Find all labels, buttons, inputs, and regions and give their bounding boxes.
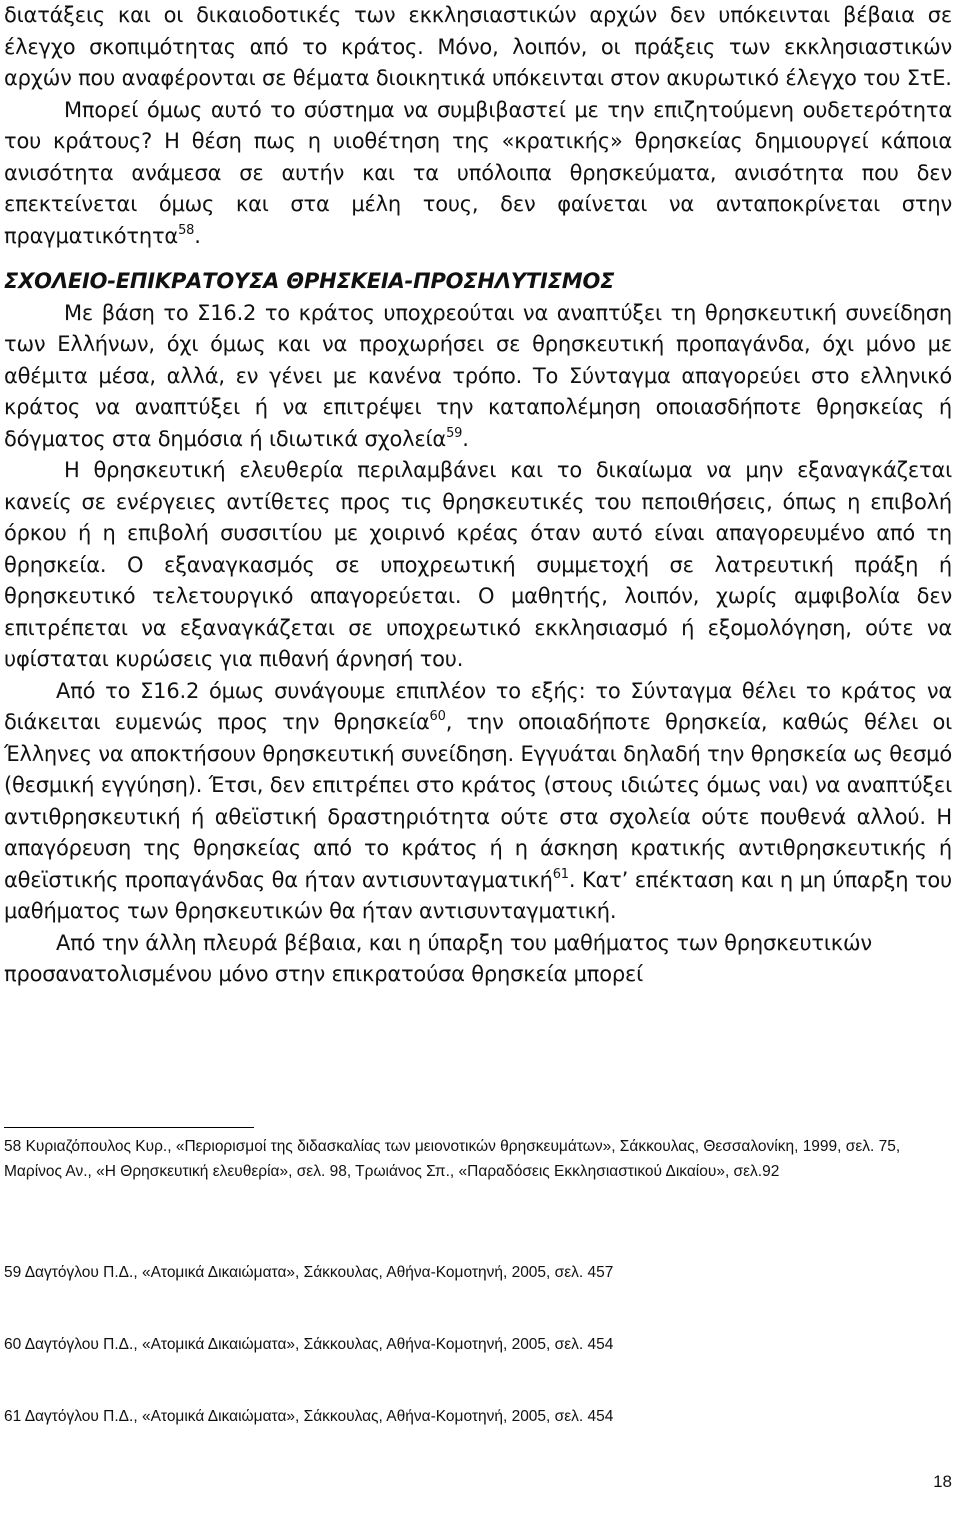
paragraph-2-tail: .	[194, 223, 201, 248]
body-text	[4, 0, 952, 991]
paragraph-4-text: Η θρησκευτική ελευθερία περιλαμβάνει και το δικαίωμα να μην εξαναγκάζεται κανείς σε ενέργειες αντίθετες προς τις θρησκευτικές του πεποιθήσεις, όπως η επιβολή όρκου ή η επιβολή συσσιτίου με χοιρινό κρέας όταν αυτό είναι απαγορευμένο από τη θρησκεία. Ο εξαναγκασμός σε υποχρεωτική συμμετοχή σε λατρευτική πράξη ή θρησκευτικό τελετουργικό απαγορεύεται. Ο μαθητής, λοιπόν, χωρίς αμφιβολία δεν επιτρέπεται να εξαναγκάζεται σε υποχρεωτικό εκκλησιασμό ή εξομολόγηση, ούτε να υφίσταται κυρώσεις για πιθανή άρνησή του.	[4, 458, 952, 671]
footnote-separator	[4, 1127, 254, 1128]
footnote-59	[4, 1260, 949, 1285]
paragraph-6	[4, 928, 952, 991]
footnote-text: Δαγτόγλου Π.Δ., «Ατομικά Δικαιώματα», Σάκκουλας, Αθήνα-Κομοτηνή, 2005, σελ. 454	[24, 1336, 614, 1353]
footnote-number: 61	[4, 1408, 22, 1425]
section-heading: ΣΧΟΛΕΙΟ-ΕΠΙΚΡΑΤΟΥΣΑ ΘΡΗΣΚΕΙΑ-ΠΡΟΣΗΛΥΤΙΣΜΟΣ	[4, 269, 615, 293]
paragraph-3	[4, 298, 952, 456]
footnote-ref-59[interactable]: 59	[446, 425, 463, 441]
footnote-text: Δαγτόγλου Π.Δ., «Ατομικά Δικαιώματα», Σάκκουλας, Αθήνα-Κομοτηνή, 2005, σελ. 457	[24, 1264, 614, 1281]
paragraph-5-text-b: , την οποιαδήποτε θρησκεία, καθώς θέλει οι Έλληνες να αποκτήσουν θρησκευτική συνείδηση. Εγγυάται δηλαδή την θρησκεία ως θεσμό (θεσμική εγγύηση). Έτσι, δεν επιτρέπει στο κράτος (στους ιδιώτες όμως ναι) να αναπτύξει αντιθρησκευτική ή αθεϊστική δραστηριότητα ούτε στα σχολεία ούτε πουθενά αλλού. Η απαγόρευση της θρησκείας από το κράτος ή η άσκηση κρατικής αντιθρησκευτικής ή αθεϊστικής προπαγάνδας θα ήταν αντισυνταγματική	[4, 710, 952, 892]
footnote-ref-61[interactable]: 61	[552, 866, 569, 882]
paragraph-3-text: Με βάση το Σ16.2 το κράτος υποχρεούται να αναπτύξει τη θρησκευτική συνείδηση των Ελλήνων, όχι όμως και να προχωρήσει σε θρησκευτική προπαγάνδα, όχι μόνο με αθέμιτα μέσα, αλλά, εν γένει με κανένα τρόπο. Το Σύνταγμα απαγορεύει στο ελληνικό κράτος να αναπτύξει ή να επιτρέψει την καταπολέμηση οποιασδήποτε θρησκείας ή δόγματος στα δημόσια ή ιδιωτικά σχολεία	[4, 300, 952, 451]
footnote-number: 58	[4, 1138, 22, 1155]
footnote-number: 59	[4, 1264, 22, 1281]
paragraph-1-text: διατάξεις και οι δικαιοδοτικές των εκκλησιαστικών αρχών δεν υπόκεινται βέβαια σε έλεγχο σκοπιμότητας από το κράτος. Μόνο, λοιπόν, οι πράξεις των εκκλησιαστικών αρχών που αναφέρονται σε θέματα διοικητικά υπόκεινται στον ακυρωτικό έλεγχο του ΣτΕ.	[4, 3, 952, 90]
paragraph-2	[4, 95, 952, 253]
footnote-ref-60[interactable]: 60	[429, 709, 446, 724]
paragraph-6-text: Από την άλλη πλευρά βέβαια, και η ύπαρξη του μαθήματος των θρησκευτικών προσανατολισμένου μόνο στην επικρατούσα θρησκεία μπορεί	[4, 930, 872, 986]
paragraph-2-text: Μπορεί όμως αυτό το σύστημα να συμβιβαστεί με την επιζητούμενη ουδετερότητα του κράτους? Η θέση πως η υιοθέτηση της «κρατικής» θρησκείας δημιουργεί κάποια ανισότητα ανάμεσα σε αυτήν και τα υπόλοιπα θρησκεύματα, ανισότητα που δεν επεκτείνεται όμως και στα μέλη τους, δεν φαίνεται να ανταποκρίνεται στην πραγματικότητα	[4, 97, 952, 248]
paragraph-1	[4, 0, 952, 95]
footnote-number: 60	[4, 1336, 22, 1353]
paragraph-5	[4, 676, 952, 928]
paragraph-4	[4, 455, 952, 676]
footnote-text: Δαγτόγλου Π.Δ., «Ατομικά Δικαιώματα», Σάκκουλας, Αθήνα-Κομοτηνή, 2005, σελ. 454	[24, 1408, 614, 1425]
footnote-ref-58[interactable]: 58	[178, 222, 195, 238]
paragraph-3-tail: .	[462, 426, 469, 451]
footnote-58	[4, 1134, 949, 1184]
footnote-text: Κυριαζόπουλος Κυρ., «Περιορισμοί της διδασκαλίας των μειονοτικών θρησκευμάτων», Σάκκουλας, Θεσσαλονίκη, 1999, σελ. 75, Μαρίνος Αν., «Η Θρησκευτική ελευθερία», σελ. 98, Τρωιάνος Σπ., «Παραδόσεις Εκκλησιαστικού Δικαίου», σελ.92	[4, 1138, 901, 1180]
paragraph-5-text-c: . Κατ’ επέκταση και η μη ύπαρξη του μαθήματος των θρησκευτικών θα ήταν αντισυνταγματική.	[4, 867, 952, 923]
paragraph-5-text-a: Από το Σ16.2 όμως συνάγουμε επιπλέον το εξής: το Σύνταγμα θέλει το κράτος να διάκειται ευμενώς προς την θρησκεία	[4, 678, 952, 734]
page-number: 18	[933, 1472, 952, 1491]
footnote-61	[4, 1404, 949, 1429]
footnote-60	[4, 1332, 949, 1357]
